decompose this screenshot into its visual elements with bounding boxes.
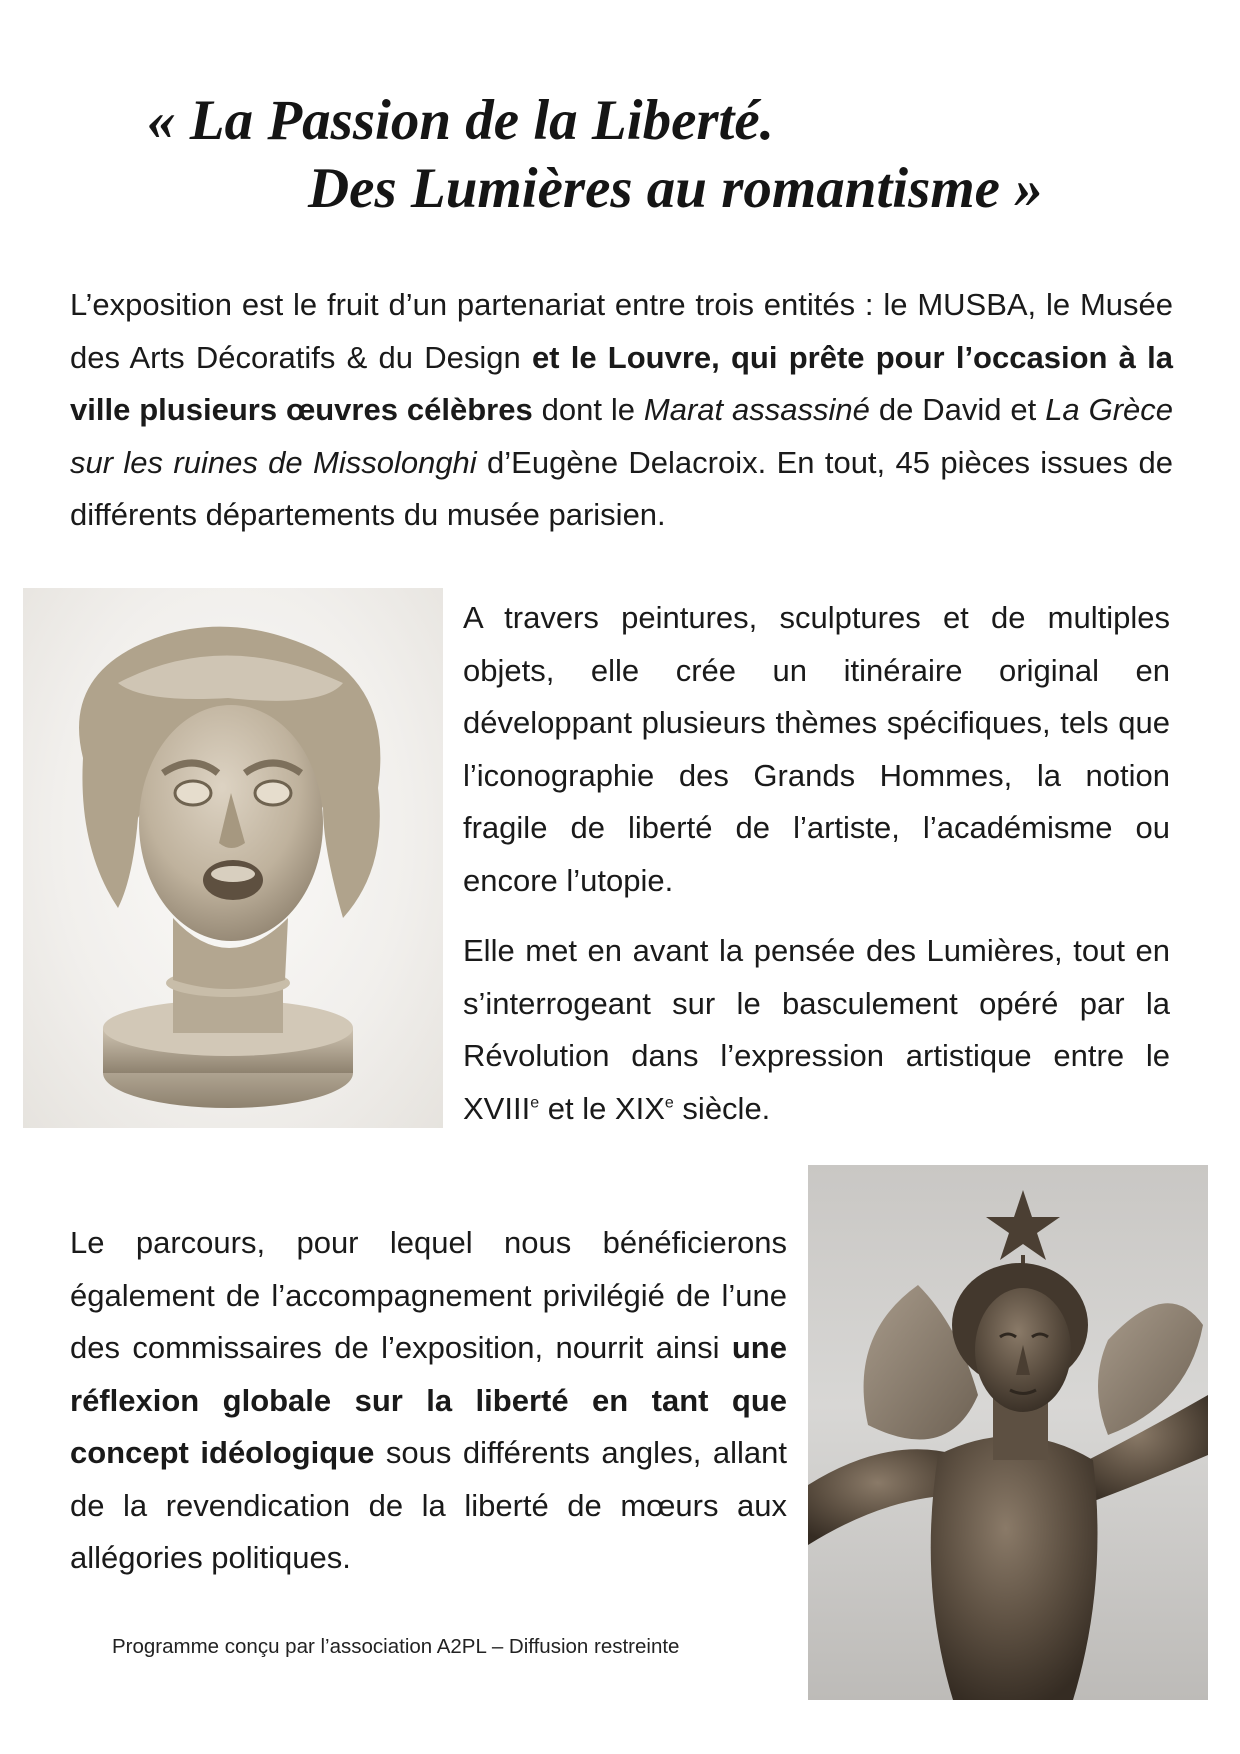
route-text-1: Le parcours, pour lequel nous bénéficierons également de l’accompagnement privilégié de l’une des commissaires de l’exposition, nourrit ainsi	[70, 1225, 787, 1365]
winged-genius-sculpture-image	[808, 1165, 1208, 1700]
century-superscript-18: e	[530, 1094, 540, 1112]
century-superscript-19: e	[664, 1094, 674, 1112]
intro-paragraph	[70, 279, 1173, 542]
intro-text-4: d’Eugène Delacroix. En tout, 45 pièces issues de différents départements du musée parisien.	[70, 444, 1173, 532]
title-line-1: « La Passion de la Liberté.	[147, 89, 774, 152]
enlightenment-paragraph	[463, 925, 1170, 1135]
enlightenment-text-2: et le XIX	[539, 1090, 665, 1126]
intro-bold-louvre: et le Louvre, qui prête pour l’occasion à la ville plusieurs œuvres célèbres	[70, 339, 1173, 427]
intro-italic-grece: La Grèce sur les ruines de Missolonghi	[70, 392, 1174, 480]
intro-text-3: de David et	[869, 392, 1046, 427]
bust-sculpture-drawing	[23, 588, 443, 1128]
bust-sculpture-image	[23, 588, 443, 1128]
route-bold-reflection: une réflexion globale sur la liberté en tant que concept idéologique	[70, 1330, 787, 1470]
footer-credit: Programme conçu par l’association A2PL – Diffusion restreinte	[112, 1635, 680, 1658]
enlightenment-text-1: Elle met en avant la pensée des Lumières, tout en s’interrogeant sur le basculement opéré par la Révolution dans l’expression artistique entre le XVIII	[463, 933, 1170, 1126]
enlightenment-text-3: siècle.	[673, 1090, 771, 1126]
title-line-2: Des Lumières au romantisme »	[308, 157, 1043, 220]
route-paragraph	[70, 1217, 787, 1585]
intro-text-1: L’exposition est le fruit d’un partenariat entre trois entités : le MUSBA, le Musée des Arts Décoratifs & du Design	[70, 287, 1173, 375]
route-text-2: sous différents angles, allant de la revendication de la liberté de mœurs aux allégories politiques.	[70, 1435, 787, 1575]
themes-paragraph: A travers peintures, sculptures et de multiples objets, elle crée un itinéraire original en développant plusieurs thèmes spécifiques, tels que l’iconographie des Grands Hommes, la notion fragile de liberté de l’artiste, l’académisme ou encore l’utopie.	[463, 600, 1170, 898]
intro-text-2: dont le	[532, 392, 644, 427]
intro-italic-marat: Marat assassiné	[643, 392, 870, 427]
winged-genius-drawing	[808, 1165, 1208, 1700]
